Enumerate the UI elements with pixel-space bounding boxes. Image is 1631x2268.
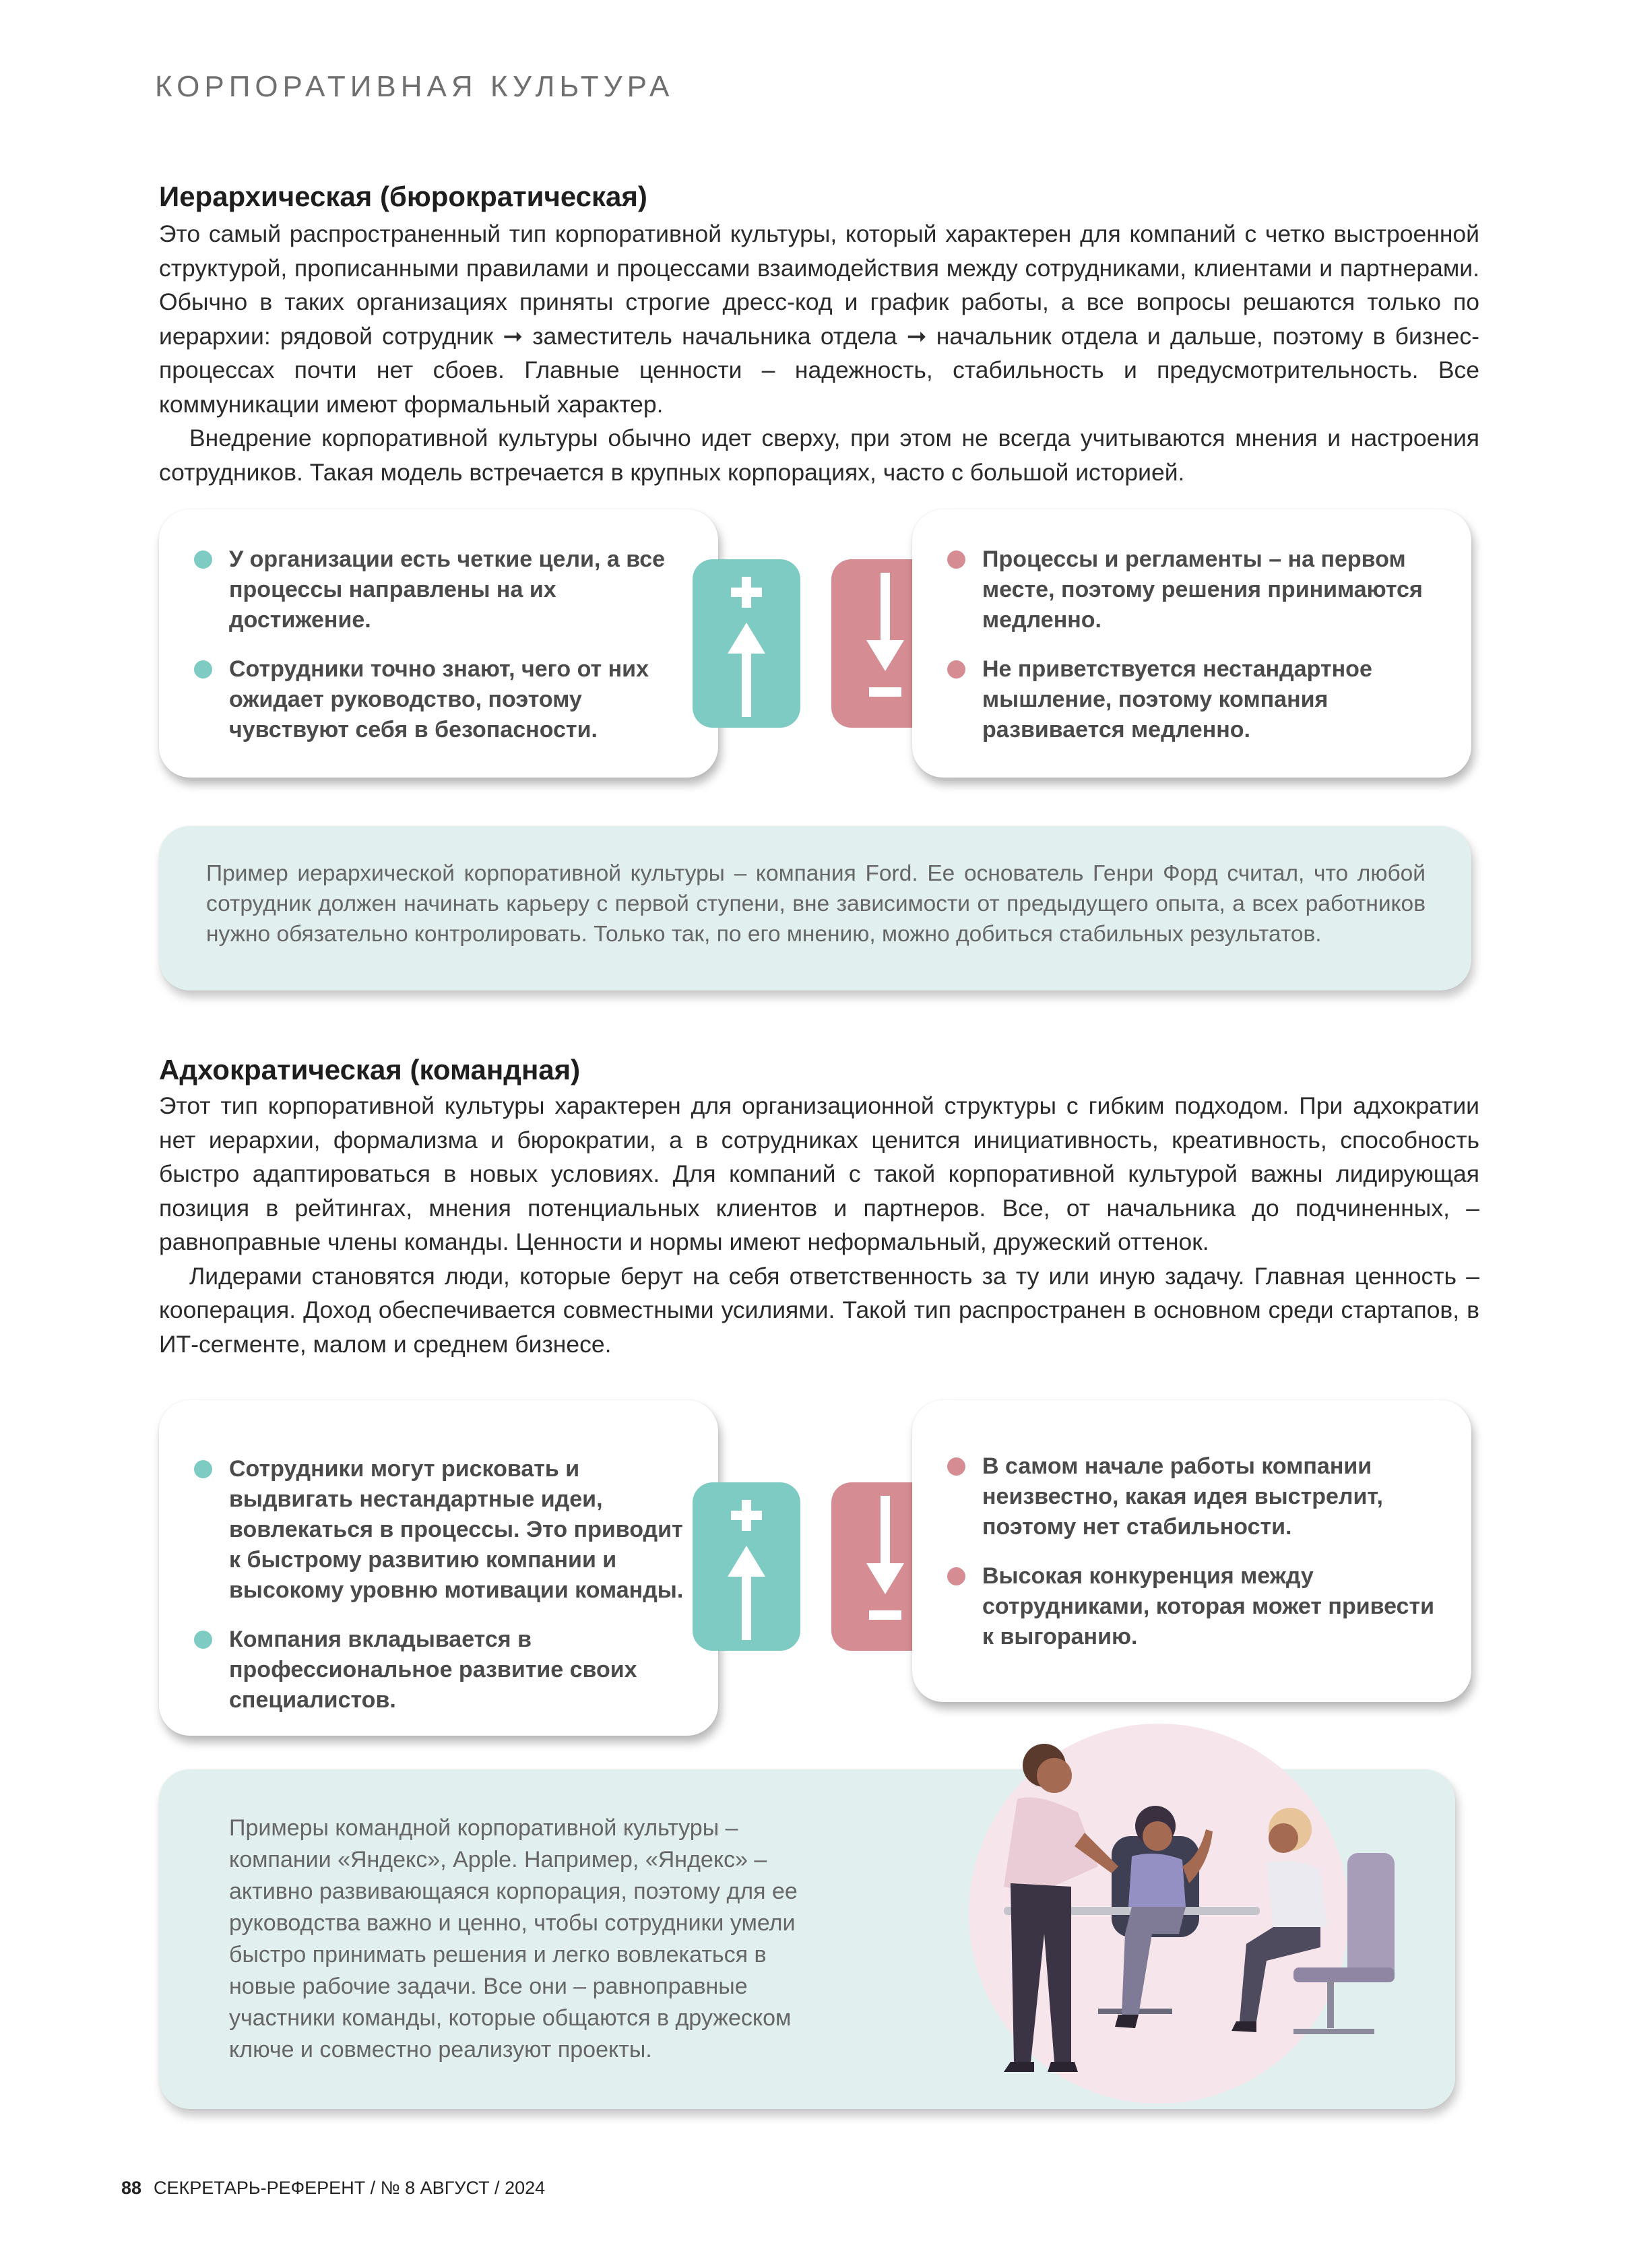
dot-icon [947, 550, 965, 569]
adhocratic-paragraph-1: Этот тип корпоративной культуры характерен для организационной структуры с гибким подходом. При адхократии нет иерархии, формализма и бюрократии, а в сотрудниках ценится инициативность, креативность, способность быстро адаптироваться в новых условиях. Для компаний с такой корпоративной культурой важны лидирующая позиция в рейтингах, мнения потенциальных клиентов и партнеров. Все, от начальника до подчиненных, – равноправные члены команды. Ценности и нормы имеют неформальный, дружеский оттенок. [159, 1092, 1479, 1255]
hierarchical-heading: Иерархическая (бюрократическая) [159, 181, 647, 212]
adhocratic-pros-card [159, 1400, 718, 1736]
plus-up-arrow-icon [693, 559, 800, 728]
adhocratic-pros-list [194, 1454, 686, 1734]
plus-up-arrow-icon [693, 1482, 800, 1651]
hierarchical-cons-card [912, 509, 1471, 778]
dot-icon [194, 660, 212, 679]
dot-icon [194, 550, 212, 569]
adhocratic-cons-card [912, 1400, 1471, 1702]
hierarchical-body [159, 217, 1479, 489]
dot-icon [194, 1460, 212, 1478]
hierarchical-example-callout [159, 826, 1471, 990]
adhocratic-example-text: Примеры командной корпоративной культуры – компании «Яндекс», Apple. Например, «Яндекс» – активно развивающаяся корпорация, поэтому для ее руководства важно и ценно, чтобы сотрудники умели быстро принимать решения и легко вовлекаться в новые рабочие задачи. Все они – равноправные участники команды, которые общаются в дружеском ключе и совместно реализуют проекты. [229, 1815, 798, 2062]
hierarchical-pros-list [194, 544, 679, 764]
list-item: Не приветствуется нестандартное мышление, поэтому компания развивается медленно. [947, 654, 1439, 745]
page-number: 88 [121, 2178, 142, 2198]
hierarchical-example-text: Пример иерархической корпоративной культуры – компания Ford. Ее основатель Генри Форд считал, что любой сотрудник должен начинать карьеру с первой ступени, вне зависимости от предыдущего опыта, а всех работников нужно обязательно контролировать. Только так, по его мнению, можно добиться стабильных результатов. [206, 861, 1426, 947]
list-item: У организации есть четкие цели, а все процессы направлены на их достижение. [194, 544, 679, 635]
hierarchical-paragraph-2: Внедрение корпоративной культуры обычно идет сверху, при этом не всегда учитываются мнения и настроения сотрудников. Такая модель встречается в крупных корпорациях, часто с большой историей. [159, 424, 1479, 486]
hierarchical-paragraph-1: Это самый распространенный тип корпоративной культуры, который характерен для компаний с четко выстроенной структурой, прописанными правилами и процессами взаимодействия между сотрудниками, клиентами и партнерами. Обычно в таких организациях приняты строгие дресс-код и график работы, а все вопросы решаются только по иерархии: рядовой сотрудник ➞ заместитель начальника отдела ➞ начальник отдела и дальше, поэтому в бизнес-процессах почти нет сбоев. Главные ценности – надежность, стабильность и предусмотрительность. Все коммуникации имеют формальный характер. [159, 220, 1479, 418]
publication-info: СЕКРЕТАРЬ-РЕФЕРЕНТ / № 8 АВГУСТ / 2024 [154, 2178, 546, 2198]
adhocratic-heading: Адхократическая (командная) [159, 1054, 581, 1085]
list-item: Компания вкладывается в профессиональное развитие своих специалистов. [194, 1625, 686, 1715]
dot-icon [194, 1631, 212, 1649]
list-item: Высокая конкуренция между сотрудниками, которая может привести к выгоранию. [947, 1561, 1439, 1652]
hierarchical-pros-card [159, 509, 718, 778]
list-item: Сотрудники точно знают, чего от них ожидает руководство, поэтому чувствуют себя в безопасности. [194, 654, 679, 745]
dot-icon [947, 660, 965, 679]
list-item: Сотрудники могут рисковать и выдвигать нестандартные идеи, вовлекаться в процессы. Это приводит к быстрому развитию компании и высокому уровню мотивации команды. [194, 1454, 686, 1606]
dot-icon [947, 1567, 965, 1585]
adhocratic-paragraph-2: Лидерами становятся люди, которые берут на себя ответственность за ту или иную задачу. Главная ценность – кооперация. Доход обеспечивается совместными усилиями. Такой тип распространен в основном среди стартапов, в ИТ-сегменте, малом и среднем бизнесе. [159, 1262, 1479, 1358]
adhocratic-cons-list [947, 1451, 1439, 1671]
section-title: КОРПОРАТИВНАЯ КУЛЬТУРА [155, 70, 674, 103]
adhocratic-body [159, 1089, 1479, 1361]
list-item: В самом начале работы компании неизвестно, какая идея выстрелит, поэтому нет стабильности. [947, 1451, 1439, 1542]
team-meeting-illustration [916, 1711, 1428, 2116]
footer [121, 2178, 545, 2199]
list-item: Процессы и регламенты – на первом месте, поэтому решения принимаются медленно. [947, 544, 1439, 635]
dot-icon [947, 1457, 965, 1476]
hierarchical-cons-list [947, 544, 1439, 764]
